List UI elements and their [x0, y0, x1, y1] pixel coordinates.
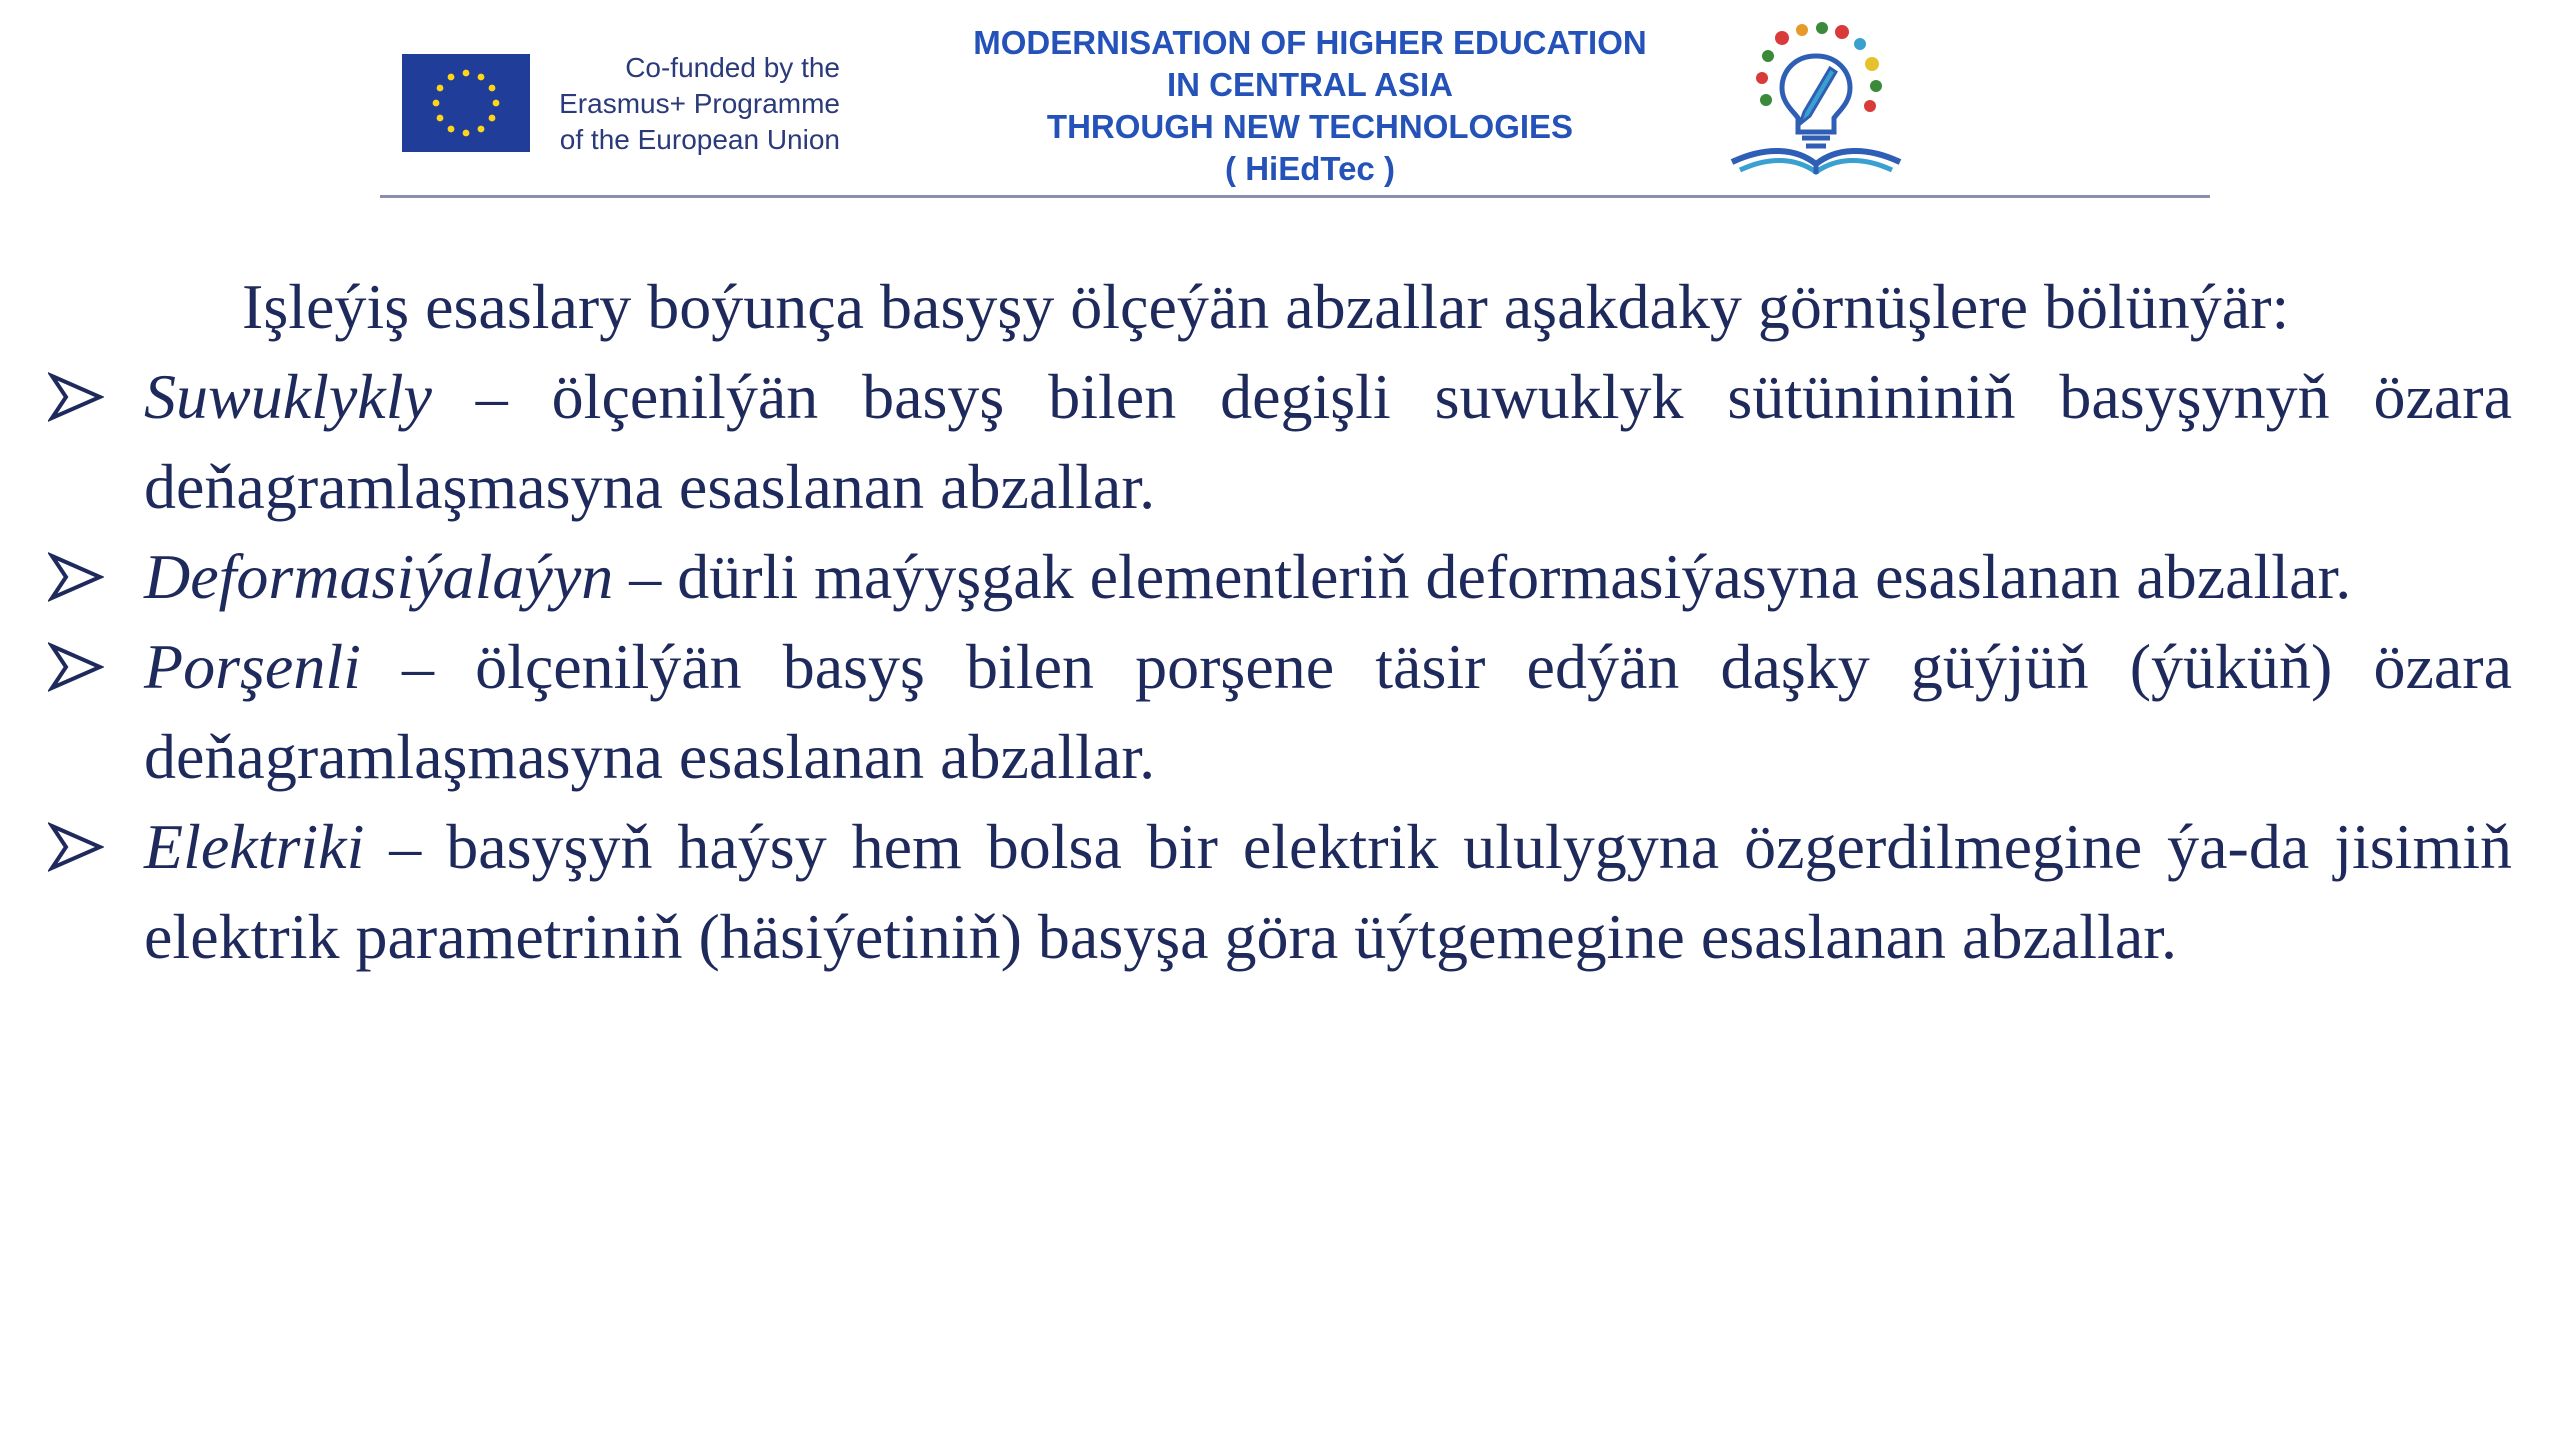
bullet-text: – ölçenilýän basyş bilen degişli suwuklyk sütünininiň basyşynyň özara deňagramlaşmasyna esaslanan abzallar. [144, 361, 2512, 522]
eu-text-line: Co-funded by the [625, 52, 840, 83]
slide-header [0, 0, 2560, 200]
project-title [880, 22, 1740, 190]
bullet-term: Deformasiýalaýyn [144, 541, 614, 612]
list-item [48, 622, 2512, 802]
list-item [48, 802, 2512, 982]
arrow-bullet-icon [48, 822, 104, 872]
intro-paragraph: Işleýiş esaslary boýunça basyşy ölçeýän abzallar aşakdaky görnüşlere bölünýär: [242, 271, 2290, 342]
bullet-list [48, 352, 2512, 982]
eu-text-line: of the European Union [559, 124, 840, 155]
bullet-text: – dürli maýyşgak elementleriň deformasiýasyna esaslanan abzallar. [613, 541, 2352, 612]
project-title-line: THROUGH NEW TECHNOLOGIES [1046, 108, 1574, 145]
bullet-term: Suwuklykly [144, 361, 432, 432]
slide-body [48, 262, 2512, 982]
bullet-term: Porşenli [144, 631, 361, 702]
header-divider [380, 195, 2210, 198]
arrow-bullet-icon [48, 552, 104, 602]
list-item [48, 532, 2512, 622]
project-title-line: ( HiEdTec ) [1225, 150, 1395, 187]
bullet-term: Elektriki [144, 811, 365, 882]
bullet-text: – basyşyň haýsy hem bolsa bir elektrik ululygyna özgerdilmegine ýa-da jisimiň elektrik parametriniň (häsiýetiniň) basyşa göra üýtgemegine esaslanan abzallar. [144, 811, 2512, 972]
project-title-line: MODERNISATION OF HIGHER EDUCATION [973, 24, 1647, 61]
arrow-bullet-icon [48, 642, 104, 692]
eu-text-line: Erasmus+ Programme [559, 88, 840, 119]
eu-flag-icon [402, 54, 530, 152]
project-title-line: IN CENTRAL ASIA [1166, 66, 1453, 103]
list-item [48, 352, 2512, 532]
hiedtec-logo-icon [1726, 20, 1906, 180]
bullet-text: – ölçenilýän basyş bilen porşene täsir edýän daşky güýjüň (ýüküň) özara deňagramlaşmasyna esaslanan abzallar. [144, 631, 2512, 792]
erasmus-cofunded-text [548, 50, 840, 158]
arrow-bullet-icon [48, 372, 104, 422]
